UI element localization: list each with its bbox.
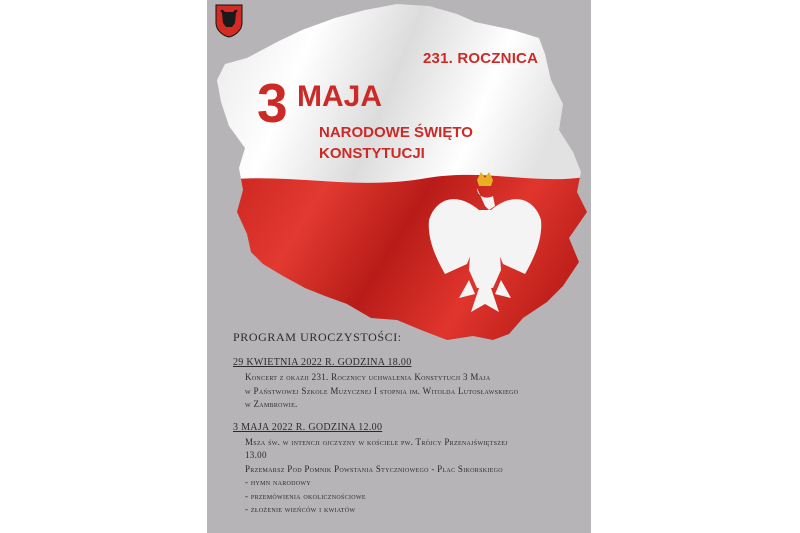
event-line: Msza św. w intencji ojczyzny w kościele pw. Trójcy Przenajświętszej <box>245 436 508 447</box>
anniversary-label: 231. ROCZNICA <box>423 50 539 67</box>
event-line: Przemarsz Pod Pomnik Powstania Styczniowego - Plac Sikorskiego <box>245 463 503 474</box>
event-date: 3 MAJA 2022 R. GODZINA 12.00 <box>233 421 383 433</box>
bullet-item: - hymn narodowy <box>233 476 583 490</box>
headline-word: MAJA <box>297 80 383 113</box>
program-title: PROGRAM UROCZYSTOŚCI: <box>233 330 402 344</box>
event-line: 13.00 <box>245 450 267 460</box>
subtitle-line-1: NARODOWE ŚWIĘTO <box>319 124 473 141</box>
program-section <box>233 330 583 517</box>
event-date: 29 KWIETNIA 2022 R. GODZINA 18.00 <box>233 357 412 368</box>
event-line: w Zambrowie. <box>245 399 298 409</box>
poster <box>207 0 591 533</box>
headline-number: 3 <box>257 72 288 134</box>
event-line: Koncert z okazji 231. Rocznicy uchwalenia Konstytucji 3 Maja <box>245 372 491 382</box>
subtitle-line-2: KONSTYTUCJI <box>319 145 425 162</box>
crest-icon <box>214 3 244 38</box>
event-line: w Państwowej Szkole Muzycznej I stopnia im. Witolda Lutosławskiego <box>245 385 519 396</box>
bullet-item: - przemówienia okolicznościowe <box>233 490 583 504</box>
bullet-item: - złożenie wieńców i kwiatów <box>233 503 583 517</box>
